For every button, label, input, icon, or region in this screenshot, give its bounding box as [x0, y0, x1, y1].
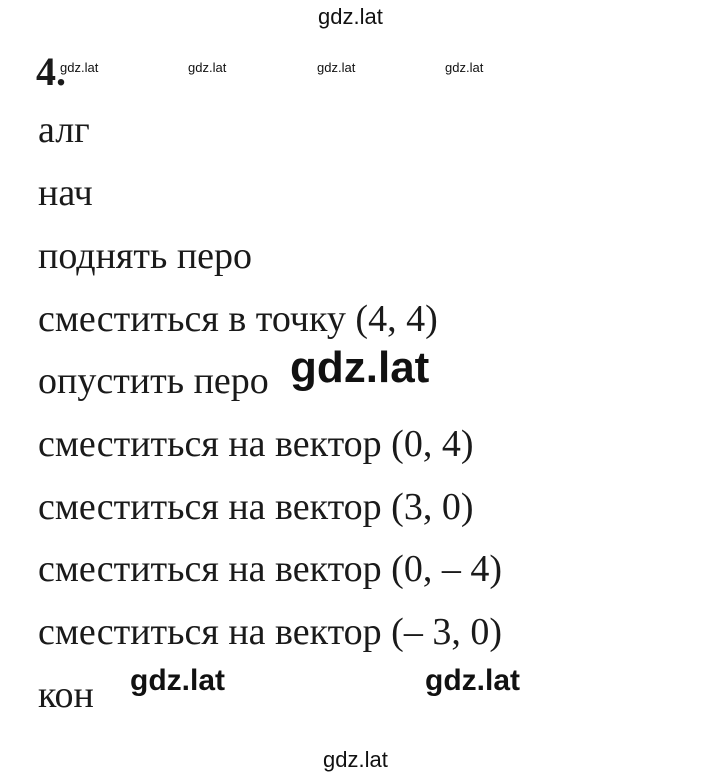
watermark-large: gdz.lat: [290, 343, 430, 392]
watermark-medium: gdz.lat: [425, 664, 520, 697]
watermark-small: gdz.lat: [317, 60, 356, 75]
algorithm-line: сместиться на вектор (0, – 4): [38, 548, 502, 590]
algorithm-line: сместиться на вектор (– 3, 0): [38, 611, 502, 653]
watermark-small: gdz.lat: [445, 60, 484, 75]
watermark-top: gdz.lat: [318, 4, 383, 29]
algorithm-line: сместиться в точку (4, 4): [38, 298, 438, 340]
watermark-bottom: gdz.lat: [323, 747, 388, 772]
algorithm-line: алг: [38, 109, 90, 151]
algorithm-line: сместиться на вектор (0, 4): [38, 423, 474, 465]
algorithm-line: нач: [38, 172, 93, 214]
watermark-medium: gdz.lat: [130, 664, 225, 697]
algorithm-line: поднять перо: [38, 235, 253, 277]
watermark-small: gdz.lat: [188, 60, 227, 75]
algorithm-line: кон: [38, 674, 94, 716]
algorithm-line: сместиться на вектор (3, 0): [38, 486, 474, 528]
watermark-small: gdz.lat: [60, 60, 99, 75]
task-number: 4.: [36, 49, 66, 94]
algorithm-line: опустить перо: [38, 360, 269, 402]
